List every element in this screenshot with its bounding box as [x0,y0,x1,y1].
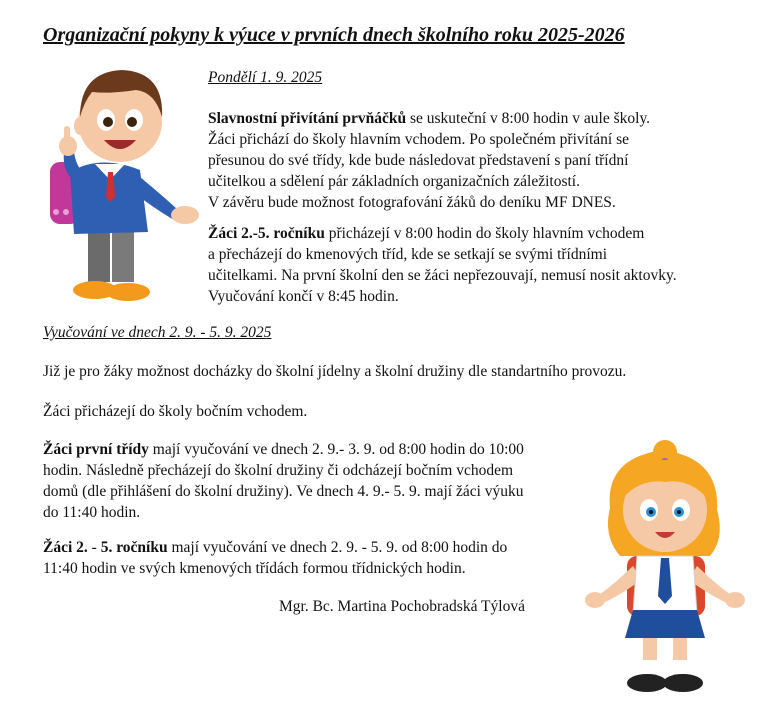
upper-grades-line-1: mají vyučování ve dnech 2. 9. - 5. 9. od 8:00 hodin do [167,539,508,556]
grades-2-5-line-3: učitelkami. Na první školní den se žáci nepřezouvají, nemusí nosit aktovky. [208,267,677,284]
upper-grades-line-2: 11:40 hodin ve svých kmenových třídách formou třídnických hodin. [43,560,466,577]
welcome-paragraph [208,108,753,213]
grades-2-5-paragraph [208,223,753,307]
signature: Mgr. Bc. Martina Pochobradská Týlová [279,598,525,615]
first-grade-line-3: domů (dle přihlášení do školní družiny). Ve dnech 4. 9.- 5. 9. mají žáci výuku [43,483,524,500]
welcome-line-1: se uskuteční v 8:00 hodin v aule školy. [406,110,651,127]
entrance-paragraph: Žáci přicházejí do školy bočním vchodem. [43,403,308,420]
first-grade-line-4: do 11:40 hodin. [43,504,141,521]
upper-grades-dash: - [87,539,101,556]
grades-2-5-line-4: Vyučování končí v 8:45 hodin. [208,288,399,305]
canteen-paragraph: Již je pro žáky možnost docházky do školní jídelny a školní družiny dle standartního provozu. [43,363,627,380]
first-grade-bold: Žáci první třídy [43,441,149,458]
section2-date: Vyučování ve dnech 2. 9. - 5. 9. 2025 [43,324,272,341]
first-grade-line-2: hodin. Následně přecházejí do školní družiny či odcházejí bočním vchodem [43,462,514,479]
upper-grades-bold-a: Žáci 2. [43,539,88,556]
welcome-line-2: Žáci přichází do školy hlavním vchodem. Po společném přivítání se [208,131,629,148]
welcome-line-4: učitelkou a sdělení pár základních organizačních záležitostí. [208,173,580,190]
grades-2-5-bold: Žáci 2.-5. ročníku [208,225,325,242]
grades-2-5-line-1: přicházejí v 8:00 hodin do školy hlavním vchodem [324,225,645,242]
page-title: Organizační pokyny k výuce v prvních dnech školního roku 2025-2026 [43,24,625,46]
boy-illustration [40,62,200,307]
welcome-line-3: přesunou do své třídy, kde bude následovat představení s paní třídní [208,152,629,169]
first-grade-paragraph [43,439,588,523]
upper-grades-bold-b: 5. ročníku [100,539,168,556]
upper-grades-paragraph [43,537,588,579]
welcome-bold: Slavnostní přivítání prvňáčků [208,110,407,127]
first-grade-line-1: mají vyučování ve dnech 2. 9.- 3. 9. od 8:00 hodin do 10:00 [148,441,524,458]
section1-date: Pondělí 1. 9. 2025 [208,69,323,86]
girl-illustration [585,438,745,700]
grades-2-5-line-2: a přecházejí do kmenových tříd, kde se setkají se svými třídními [208,246,608,263]
welcome-line-5: V závěru bude možnost fotografování žáků do deníku MF DNES. [208,194,616,211]
